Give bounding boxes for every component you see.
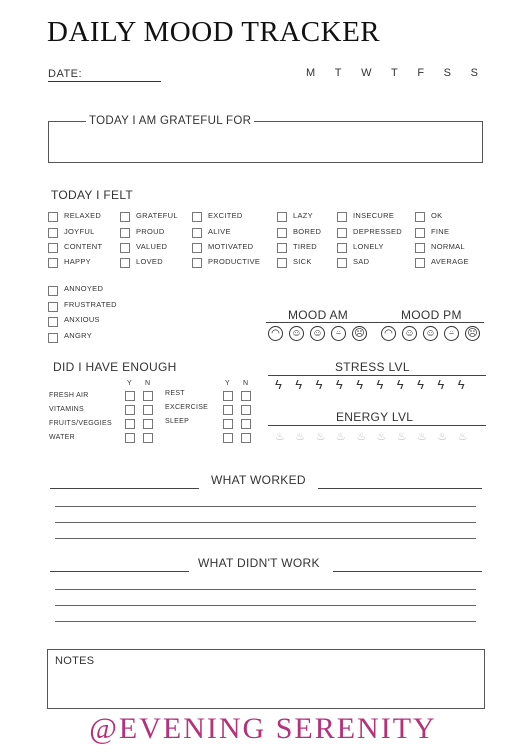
mood-am-face-icon[interactable]: ☺ <box>289 326 304 341</box>
felt-label: BORED <box>293 227 322 236</box>
didnt-writing-line[interactable] <box>55 589 476 590</box>
flame-icon[interactable]: ♨ <box>315 431 326 443</box>
enough-checkbox[interactable] <box>223 391 233 401</box>
felt-checkbox[interactable] <box>120 243 130 253</box>
mood-pm-face-icon[interactable]: ◠ <box>381 326 396 341</box>
lightning-bolt-icon[interactable]: ϟ <box>376 377 384 392</box>
felt-checkbox[interactable] <box>277 228 287 238</box>
mood-rule <box>266 322 484 323</box>
enough-checkbox[interactable] <box>223 419 233 429</box>
felt-label: EXCITED <box>208 211 243 220</box>
felt-checkbox[interactable] <box>48 212 58 222</box>
felt-checkbox[interactable] <box>337 243 347 253</box>
enough-checkbox[interactable] <box>125 405 135 415</box>
enough-label: EXCERCISE <box>165 404 209 411</box>
enough-checkbox[interactable] <box>241 419 251 429</box>
felt-label: OK <box>431 211 443 220</box>
felt-checkbox[interactable] <box>48 243 58 253</box>
didnt-rule-right <box>333 571 482 572</box>
felt-extra-label: ANXIOUS <box>64 315 100 324</box>
flame-icon[interactable]: ♨ <box>356 431 367 443</box>
weekday-selector <box>306 67 478 79</box>
felt-label: HAPPY <box>64 257 91 266</box>
enough-checkbox[interactable] <box>241 433 251 443</box>
weekday-2[interactable]: W <box>361 67 372 79</box>
worked-title: WHAT WORKED <box>211 473 306 487</box>
flame-icon[interactable]: ♨ <box>437 431 448 443</box>
felt-extra-label: FRUSTRATED <box>64 300 117 309</box>
enough-checkbox[interactable] <box>241 391 251 401</box>
felt-checkbox[interactable] <box>48 228 58 238</box>
enough-title: DID I HAVE ENOUGH <box>53 360 177 374</box>
weekday-1[interactable]: T <box>334 67 342 79</box>
felt-label: SAD <box>353 257 370 266</box>
felt-label: LOVED <box>136 257 163 266</box>
felt-checkbox[interactable] <box>337 212 347 222</box>
flame-icon[interactable]: ♨ <box>275 431 285 443</box>
mood-pm-face-icon[interactable]: ☺ <box>402 326 417 341</box>
felt-checkbox[interactable] <box>415 212 425 222</box>
mood-am-face-icon[interactable]: ☹ <box>352 326 367 341</box>
enough-label: FRESH AIR <box>49 392 89 399</box>
didnt-title: WHAT DIDN'T WORK <box>198 556 320 570</box>
felt-checkbox[interactable] <box>337 258 347 268</box>
enough-label: VITAMINS <box>49 406 84 413</box>
enough-checkbox[interactable] <box>143 419 153 429</box>
mood-pm-title: MOOD PM <box>401 308 462 322</box>
felt-label: LONELY <box>353 242 384 251</box>
flame-icon[interactable]: ♨ <box>417 431 427 443</box>
weekday-5[interactable]: S <box>443 67 451 79</box>
page-title: DAILY MOOD TRACKER <box>47 16 381 48</box>
notes-label: NOTES <box>55 655 95 667</box>
enough-checkbox[interactable] <box>125 433 135 443</box>
energy-rule <box>268 425 486 426</box>
didnt-rule-left <box>50 571 189 572</box>
worked-rule-left <box>50 488 199 489</box>
felt-checkbox[interactable] <box>48 258 58 268</box>
felt-extra-checkbox[interactable] <box>48 286 58 296</box>
enough-label: FRUITS/VEGGIES <box>49 420 112 427</box>
no-header: N <box>243 380 249 387</box>
felt-label: GRATEFUL <box>136 211 178 220</box>
flame-icon[interactable]: ♨ <box>396 431 407 443</box>
lightning-bolt-icon[interactable]: ϟ <box>275 377 282 392</box>
lightning-bolt-icon[interactable]: ϟ <box>356 377 364 392</box>
felt-checkbox[interactable] <box>277 258 287 268</box>
enough-checkbox[interactable] <box>143 405 153 415</box>
felt-title: TODAY I FELT <box>51 188 134 202</box>
mood-am-face-icon[interactable]: ☺ <box>310 326 325 341</box>
felt-checkbox[interactable] <box>192 258 202 268</box>
didnt-writing-line[interactable] <box>55 621 476 622</box>
felt-label: AVERAGE <box>431 257 469 266</box>
lightning-bolt-icon[interactable]: ϟ <box>437 377 445 392</box>
enough-label: REST <box>165 390 185 397</box>
yes-header: Y <box>127 380 132 387</box>
grateful-box[interactable] <box>48 121 483 163</box>
weekday-6[interactable]: S <box>470 67 478 79</box>
felt-extra-label: ANNOYED <box>64 284 104 293</box>
worked-writing-line[interactable] <box>55 506 476 507</box>
felt-label: TIRED <box>293 242 317 251</box>
felt-label: PRODUCTIVE <box>208 257 261 266</box>
felt-extra-checkbox[interactable] <box>48 302 58 312</box>
enough-checkbox[interactable] <box>223 433 233 443</box>
mood-am-face-icon[interactable]: ◠ <box>268 326 283 341</box>
felt-label: SICK <box>293 257 312 266</box>
felt-checkbox[interactable] <box>415 228 425 238</box>
enough-checkbox[interactable] <box>223 405 233 415</box>
felt-checkbox[interactable] <box>120 228 130 238</box>
enough-checkbox[interactable] <box>125 419 135 429</box>
date-label: DATE: <box>48 68 83 80</box>
weekday-4[interactable]: F <box>417 67 425 79</box>
felt-label: LAZY <box>293 211 313 220</box>
flame-icon[interactable]: ♨ <box>295 431 306 443</box>
felt-extra-checkbox[interactable] <box>48 317 58 327</box>
felt-label: PROUD <box>136 227 165 236</box>
flame-icon[interactable]: ♨ <box>376 431 387 443</box>
felt-checkbox[interactable] <box>415 258 425 268</box>
brand-watermark: @EVENING SERENITY <box>89 712 437 745</box>
worked-writing-line[interactable] <box>55 538 476 539</box>
lightning-bolt-icon[interactable]: ϟ <box>396 377 404 392</box>
felt-label: VALUED <box>136 242 168 251</box>
felt-label: DEPRESSED <box>353 227 402 236</box>
felt-checkbox[interactable] <box>277 243 287 253</box>
enough-checkbox[interactable] <box>125 391 135 401</box>
felt-checkbox[interactable] <box>277 212 287 222</box>
lightning-bolt-icon[interactable]: ϟ <box>335 377 343 392</box>
enough-checkbox[interactable] <box>241 405 251 415</box>
energy-title: ENERGY LVL <box>336 410 414 424</box>
enough-checkbox[interactable] <box>143 433 153 443</box>
lightning-bolt-icon[interactable]: ϟ <box>417 377 424 392</box>
weekday-3[interactable]: T <box>391 67 398 79</box>
mood-pm-face-icon[interactable]: ☺ <box>423 326 438 341</box>
notes-box[interactable] <box>47 649 485 709</box>
no-header: N <box>145 380 151 387</box>
enough-checkbox[interactable] <box>143 391 153 401</box>
felt-checkbox[interactable] <box>192 243 202 253</box>
felt-checkbox[interactable] <box>120 212 130 222</box>
felt-label: INSECURE <box>353 211 395 220</box>
lightning-bolt-icon[interactable]: ϟ <box>295 377 303 392</box>
felt-extra-checkbox[interactable] <box>48 333 58 343</box>
flame-icon[interactable]: ♨ <box>335 431 346 443</box>
flame-icon[interactable]: ♨ <box>457 431 468 443</box>
felt-checkbox[interactable] <box>192 212 202 222</box>
grateful-title: TODAY I AM GRATEFUL FOR <box>86 115 254 127</box>
felt-label: FINE <box>431 227 450 236</box>
felt-extra-label: ANGRY <box>64 331 93 340</box>
felt-checkbox[interactable] <box>415 243 425 253</box>
date-line[interactable] <box>48 81 161 82</box>
yes-header: Y <box>225 380 230 387</box>
felt-label: RELAXED <box>64 211 102 220</box>
enough-label: SLEEP <box>165 418 190 425</box>
mood-pm-face-icon[interactable]: ⍨ <box>444 326 459 341</box>
worked-rule-right <box>318 488 482 489</box>
felt-checkbox[interactable] <box>337 228 347 238</box>
lightning-bolt-icon[interactable]: ϟ <box>457 377 465 392</box>
felt-checkbox[interactable] <box>120 258 130 268</box>
felt-label: ALIVE <box>208 227 231 236</box>
stress-rule <box>268 375 486 376</box>
worked-writing-line[interactable] <box>55 522 476 523</box>
felt-checkbox[interactable] <box>192 228 202 238</box>
didnt-writing-line[interactable] <box>55 605 476 606</box>
felt-label: JOYFUL <box>64 227 95 236</box>
felt-label: MOTIVATED <box>208 242 254 251</box>
felt-label: NORMAL <box>431 242 465 251</box>
lightning-bolt-icon[interactable]: ϟ <box>315 377 323 392</box>
enough-label: WATER <box>49 434 75 441</box>
stress-title: STRESS LVL <box>335 360 410 374</box>
mood-am-face-icon[interactable]: ⍨ <box>331 326 346 341</box>
mood-am-title: MOOD AM <box>288 308 349 322</box>
felt-label: CONTENT <box>64 242 103 251</box>
mood-pm-face-icon[interactable]: ☹ <box>465 326 480 341</box>
weekday-0[interactable]: M <box>306 67 316 79</box>
